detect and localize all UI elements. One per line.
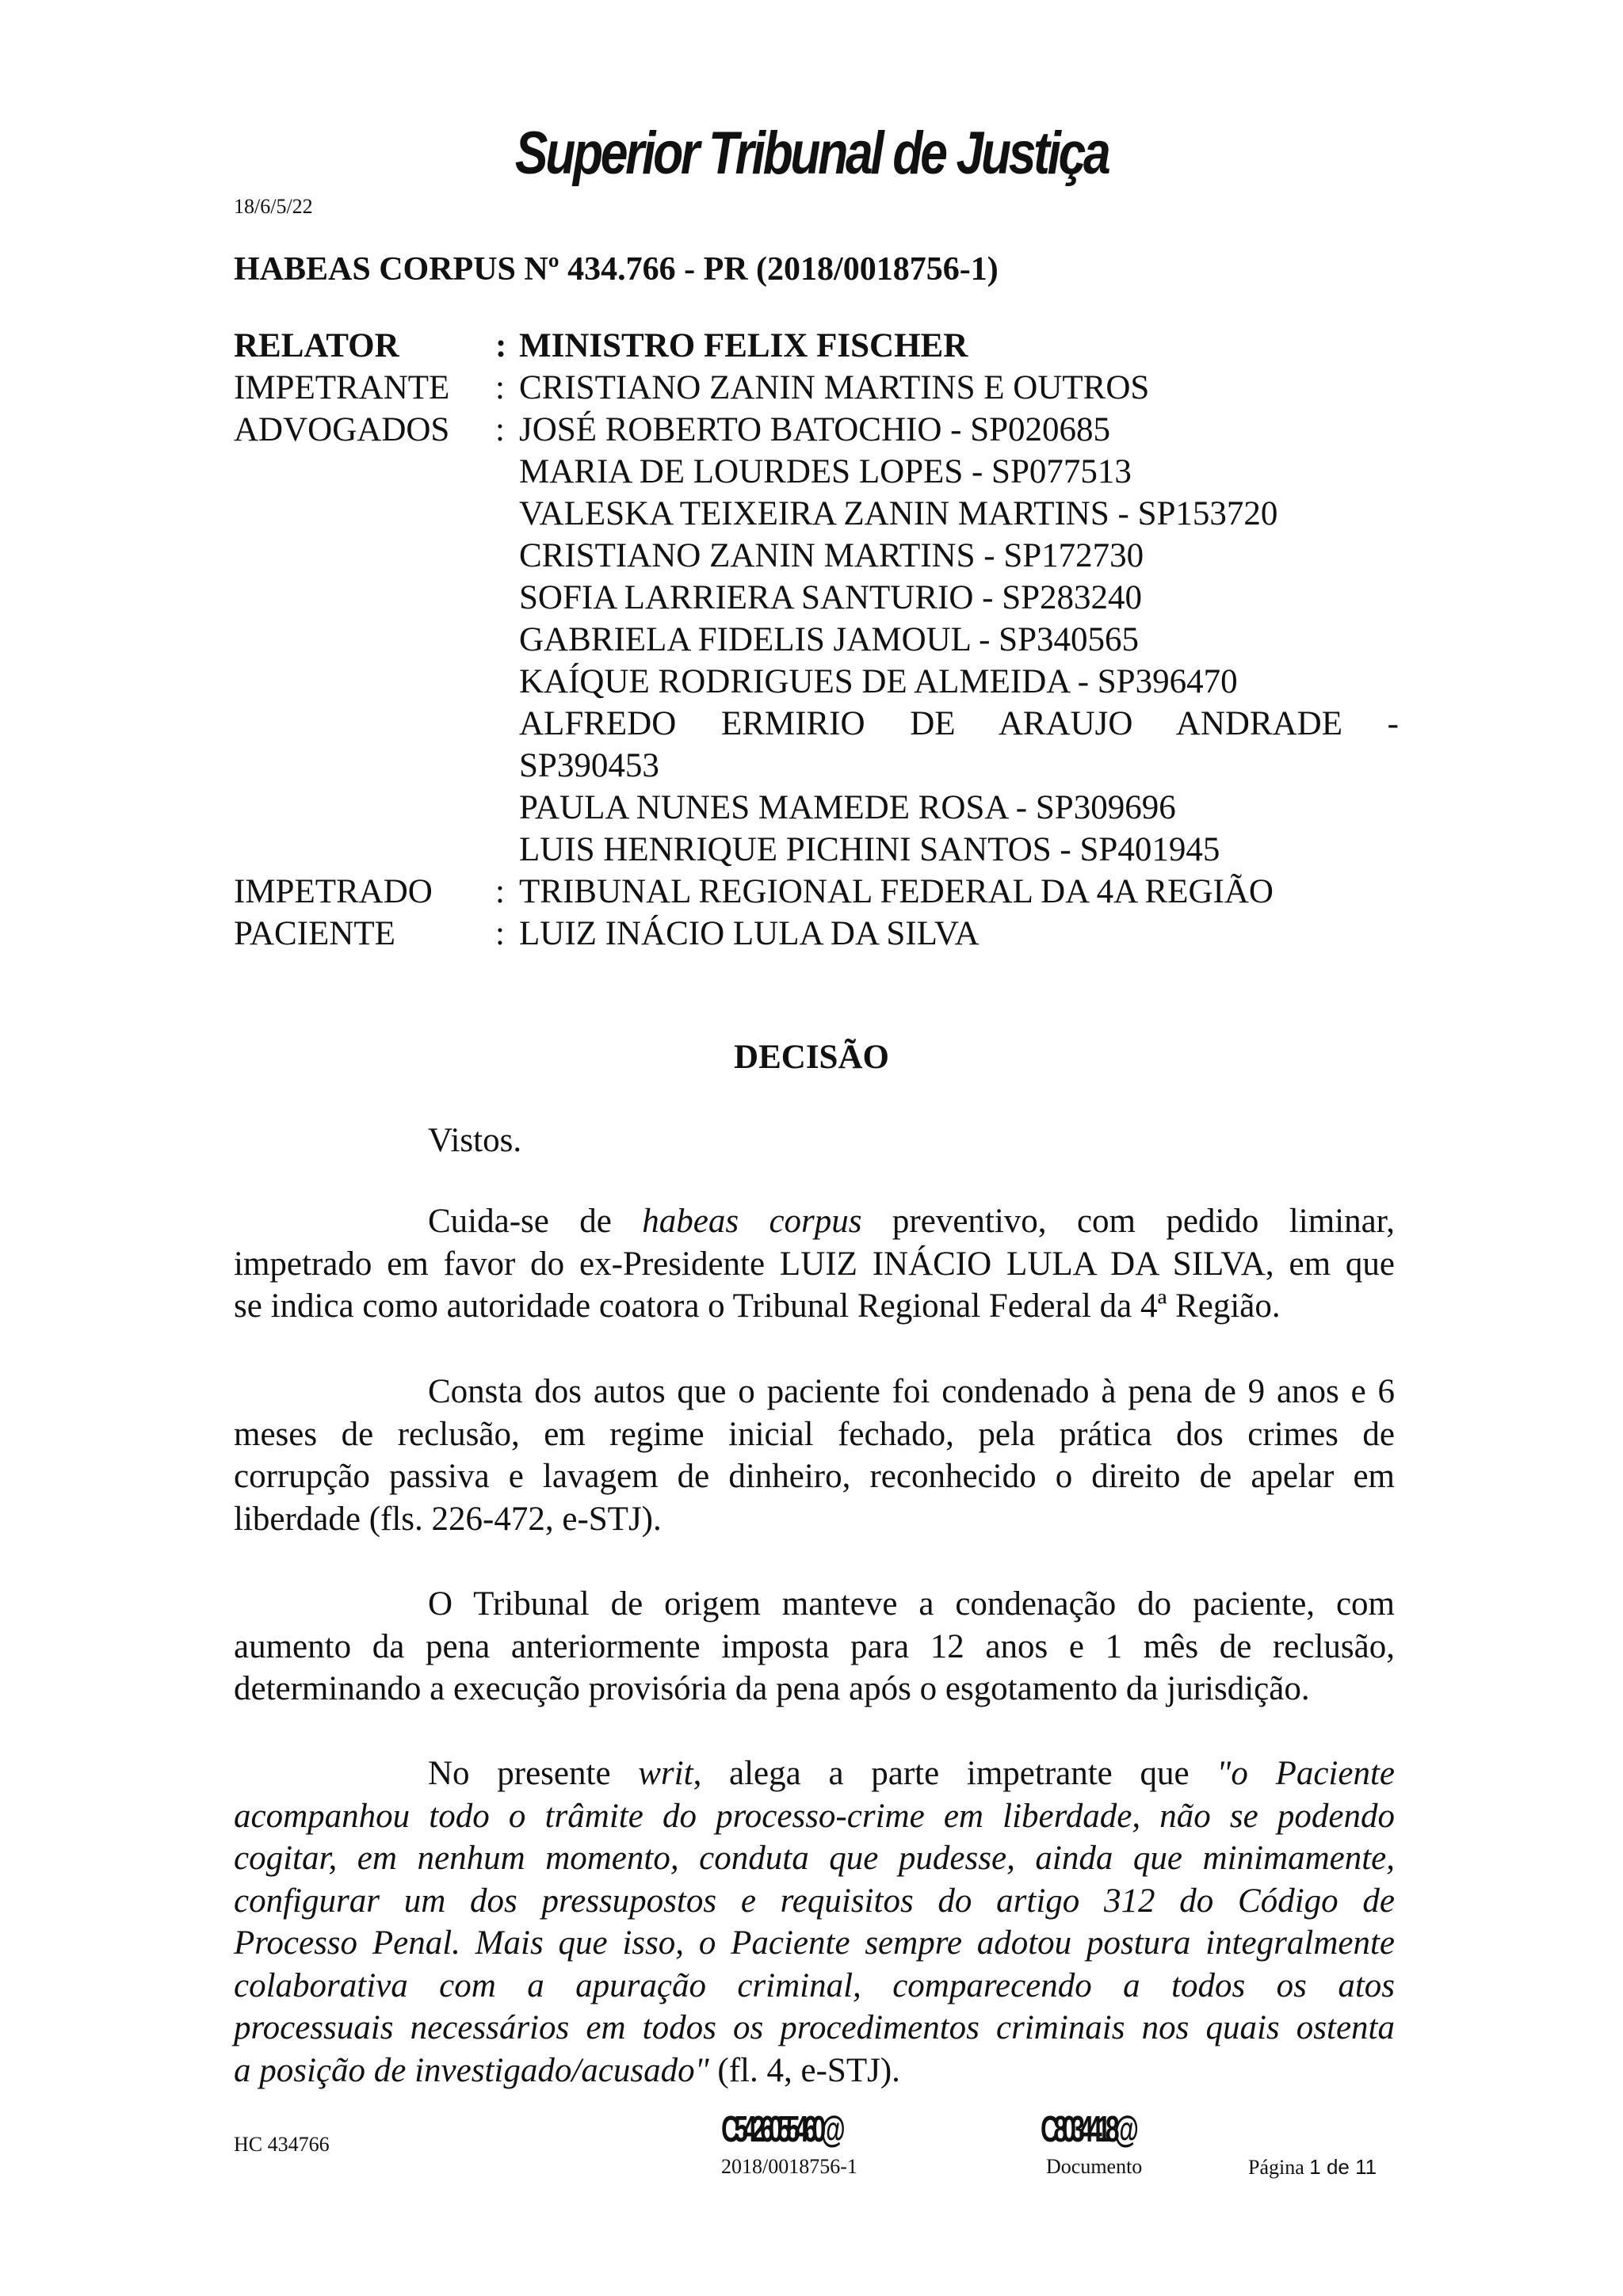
advogado-line: GABRIELA FIDELIS JAMOUL - SP340565 xyxy=(519,621,1139,658)
advogado-line: MARIA DE LOURDES LOPES - SP077513 xyxy=(519,453,1132,490)
advogado-line: LUIS HENRIQUE PICHINI SANTOS - SP401945 xyxy=(519,831,1220,868)
barcode-process-label: 2018/0018756-1 xyxy=(721,2155,857,2178)
party-advogados: ADVOGADOS : JOSÉ ROBERTO BATOCHIO - SP020685 xyxy=(234,411,1111,448)
section-heading: DECISÃO xyxy=(734,1039,889,1076)
advogado-line: SP390453 xyxy=(519,747,659,784)
parties-block xyxy=(234,325,1399,955)
advogado-line: ALFREDO ERMIRIO DE ARAUJO ANDRADE - xyxy=(519,705,1399,742)
paragraph-2: Consta dos autos que o paciente foi condenado à pena de 9 anos e 6 meses de reclusão, em regime inicial fechado, pela prática dos crimes de corrupção passiva e lavagem de dinheiro, reconhecido o direito de apelar em liberdade (fls. 226-472, e-STJ). xyxy=(234,1373,1395,1538)
document-code: 18/6/5/22 xyxy=(234,195,313,218)
paragraph-4: No presente writ, alega a parte impetrante que "o Paciente acompanhou todo o trâmite do processo-crime em liberdade, não se podendo cogitar, em nenhum momento, conduta que pudesse, ainda que minimamente, configurar um dos pressupostos e requisitos do artigo 312 do Código de Processo Penal. Mais que isso, o Paciente sempre adotou postura integralmente colaborativa com a apuração criminal, comparecendo a todos os atos processuais necessários em todos os procedimentos criminais nos quais ostenta a posição de investigado/acusado" (fl. 4, e-STJ). xyxy=(234,1755,1395,2089)
vistos-text: Vistos. xyxy=(428,1122,522,1159)
advogado-line: KAÍQUE RODRIGUES DE ALMEIDA - SP396470 xyxy=(519,663,1238,700)
party-relator: RELATOR : MINISTRO FELIX FISCHER xyxy=(234,327,968,364)
barcode-document: C8034418@ xyxy=(1041,2108,1134,2149)
barcode-process: C5426055460@ xyxy=(721,2108,840,2149)
advogado-line: CRISTIANO ZANIN MARTINS - SP172730 xyxy=(519,537,1144,574)
paragraph-1: Cuida-se de habeas corpus preventivo, com pedido liminar, impetrado em favor do ex-Presidente LUIZ INÁCIO LULA DA SILVA, em que se indica como autoridade coatora o Tribunal Regional Federal da 4ª Região. xyxy=(234,1203,1396,1325)
advogado-line: VALESKA TEIXEIRA ZANIN MARTINS - SP153720 xyxy=(519,495,1278,532)
court-logotype: Superior Tribunal de Justiça xyxy=(514,120,1109,187)
advogado-line: SOFIA LARRIERA SANTURIO - SP283240 xyxy=(519,579,1143,616)
paragraph-3: O Tribunal de origem manteve a condenação do paciente, com aumento da pena anteriormente imposta para 12 anos e 1 mês de reclusão, determinando a execução provisória da pena após o esgotamento da jurisdição. xyxy=(234,1585,1395,1707)
party-impetrante: IMPETRANTE : CRISTIANO ZANIN MARTINS E OUTROS xyxy=(234,369,1150,406)
case-title: HABEAS CORPUS Nº 434.766 - PR (2018/0018756-1) xyxy=(234,251,999,288)
barcode-document-label: Documento xyxy=(1046,2155,1143,2178)
page-indicator: Página 1 de 11 xyxy=(1248,2155,1377,2179)
party-impetrado: IMPETRADO : TRIBUNAL REGIONAL FEDERAL DA 4A REGIÃO xyxy=(234,873,1274,910)
party-paciente: PACIENTE : LUIZ INÁCIO LULA DA SILVA xyxy=(234,915,980,952)
footer-case-ref: HC 434766 xyxy=(234,2133,330,2156)
page-footer xyxy=(0,2107,1623,2203)
advogado-line: PAULA NUNES MAMEDE ROSA - SP309696 xyxy=(519,789,1176,826)
